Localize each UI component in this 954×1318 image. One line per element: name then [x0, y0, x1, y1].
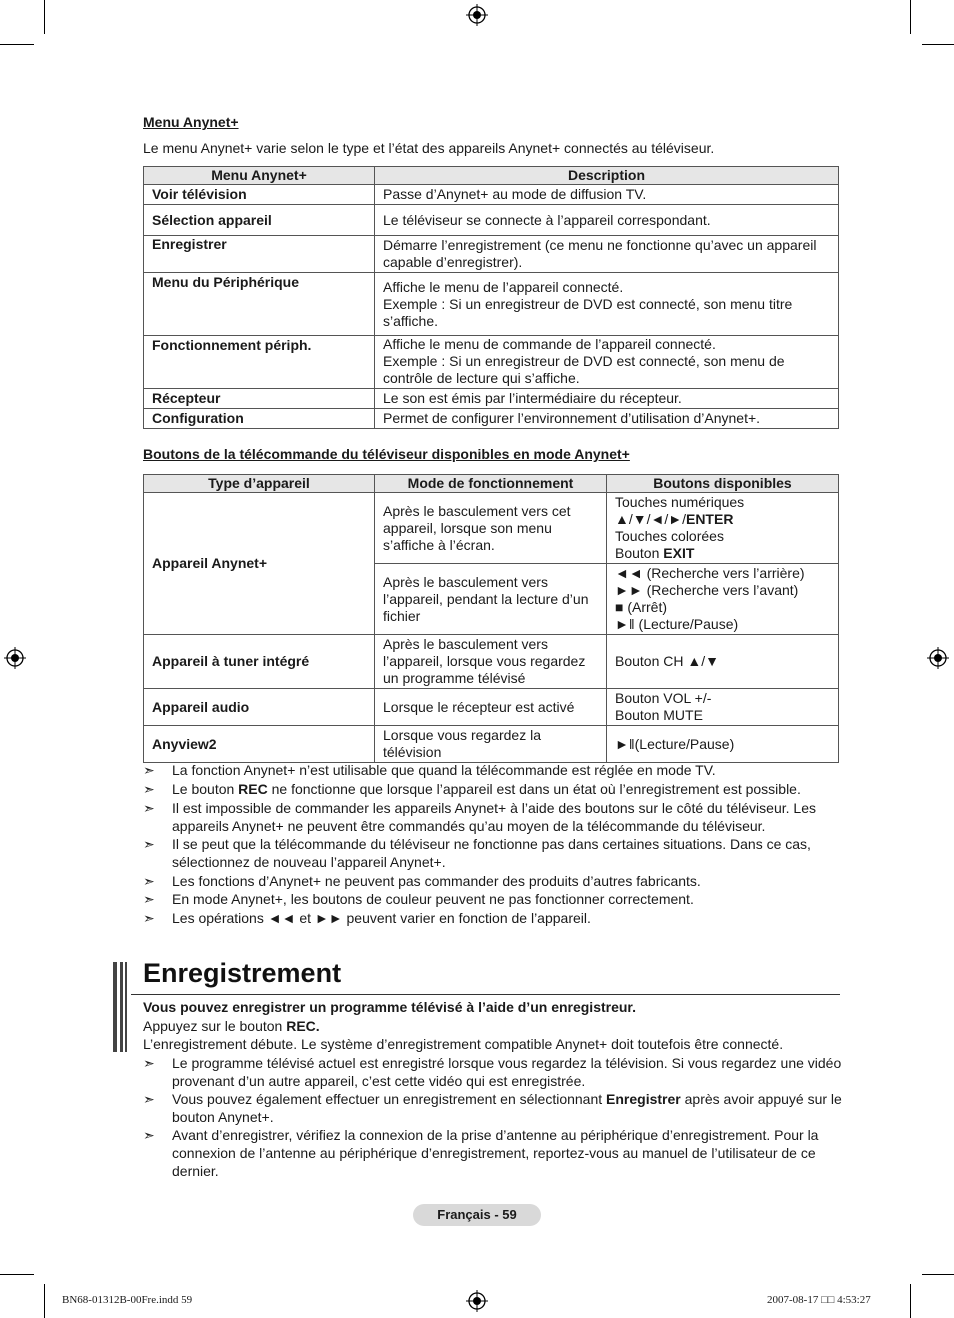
buttons-table-heading: Boutons de la télécommande du téléviseur disponibles en mode Anynet+ — [143, 446, 630, 462]
column-header: Type d’appareil — [144, 475, 375, 493]
note-item — [143, 799, 843, 835]
menu-cell: Configuration — [144, 409, 375, 429]
crop-mark — [922, 44, 954, 45]
press-text: Appuyez sur le bouton — [143, 1018, 287, 1034]
menu-cell: Enregistrer — [144, 236, 375, 273]
crop-mark — [910, 0, 911, 34]
table-row — [144, 205, 839, 236]
table-row — [144, 726, 839, 763]
note-item — [143, 761, 843, 779]
note-text: Avant d’enregistrer, vérifiez la connexion de la prise d’antenne au périphérique d’enregistrement. Pour la connexion de l’antenne au périphérique d’enregistrement, reportez-vous au manuel de l’utilisateur de ce dernier. — [172, 1127, 819, 1179]
buttons-cell: ►‖(Lecture/Pause) — [607, 726, 839, 763]
button-line: Touches colorées — [615, 528, 724, 544]
note-item — [143, 835, 843, 871]
note-arrow-icon: ➣ — [143, 910, 155, 926]
desc-cell: Permet de configurer l’environnement d’utilisation d’Anynet+. — [375, 409, 839, 429]
button-line: ►► (Recherche vers l’avant) — [615, 582, 799, 598]
note-arrow-icon: ➣ — [143, 762, 155, 778]
note-arrow-icon: ➣ — [143, 836, 155, 852]
button-line — [615, 545, 830, 562]
menu-cell: Récepteur — [144, 389, 375, 409]
section-bar — [120, 962, 123, 1052]
enter-key: ENTER — [685, 511, 734, 527]
enregistrer-key: Enregistrer — [606, 1091, 681, 1107]
note-item — [143, 1126, 843, 1180]
mode-cell: Après le basculement vers l’appareil, pendant la lecture d’un fichier — [375, 564, 607, 635]
button-line: Bouton VOL +/- — [615, 690, 712, 706]
note-text: Les fonctions d’Anynet+ ne peuvent pas commander des produits d’autres fabricants. — [172, 873, 701, 889]
button-line: ■ (Arrêt) — [615, 599, 668, 615]
note-item — [143, 1090, 843, 1126]
device-type-cell: Appareil à tuner intégré — [144, 635, 375, 689]
buttons-cell — [607, 689, 839, 726]
device-type-cell: Appareil audio — [144, 689, 375, 726]
table-row — [144, 493, 839, 564]
button-line: ◄◄ (Recherche vers l’arrière) — [615, 565, 805, 581]
column-header: Menu Anynet+ — [144, 167, 375, 185]
mode-cell: Après le basculement vers l’appareil, lorsque vous regardez un programme télévisé — [375, 635, 607, 689]
crop-mark — [922, 1274, 954, 1275]
table-row — [144, 336, 839, 389]
button-line: Touches numériques — [615, 494, 745, 510]
note-text: Il est impossible de commander les appareils Anynet+ à l’aide des boutons sur le côté du téléviseur. Les appareils Anynet+ ne peuvent être commandés qu’au moyen de la télécommande du téléviseur. — [172, 800, 816, 834]
registration-mark-icon — [927, 647, 949, 669]
menu-cell: Voir télévision — [144, 185, 375, 205]
registration-mark-icon — [466, 1290, 488, 1312]
table-row — [144, 236, 839, 273]
button-line — [615, 511, 830, 528]
anynet-menu-intro: Le menu Anynet+ varie selon le type et l’état des appareils Anynet+ connectés au téléviseur. — [143, 140, 715, 156]
crop-mark — [0, 44, 34, 45]
desc-cell: Passe d’Anynet+ au mode de diffusion TV. — [375, 185, 839, 205]
recording-lead: Vous pouvez enregistrer un programme télévisé à l’aide d’un enregistreur. — [143, 999, 637, 1015]
note-arrow-icon: ➣ — [143, 873, 155, 889]
print-footer-left: BN68-01312B-00Fre.indd 59 — [62, 1294, 193, 1306]
note-item — [143, 1054, 843, 1090]
desc-cell: Démarre l’enregistrement (ce menu ne fonctionne qu’avec un appareil capable d’enregistrer). — [375, 236, 839, 273]
note-text: Il se peut que la télécommande du téléviseur ne fonctionne pas dans certaines situations. Dans ce cas, sélectionnez de nouveau l’appareil Anynet+. — [172, 836, 811, 870]
table-row — [144, 185, 839, 205]
note-text — [172, 1090, 843, 1126]
table-header-row — [144, 475, 839, 493]
crop-mark — [910, 1284, 911, 1318]
note-arrow-icon: ➣ — [143, 1091, 155, 1107]
mode-cell: Après le basculement vers cet appareil, lorsque son menu s’affiche à l’écran. — [375, 493, 607, 564]
table-row — [144, 689, 839, 726]
note-arrow-icon: ➣ — [143, 1055, 155, 1071]
recording-start: L’enregistrement débute. Le système d’enregistrement compatible Anynet+ doit toutefois être connecté. — [143, 1036, 784, 1052]
note-arrow-icon: ➣ — [143, 1127, 155, 1143]
note-arrow-icon: ➣ — [143, 800, 155, 816]
note-text-part: après avoir appuyé sur le bouton Anynet+. — [172, 1091, 842, 1125]
device-type-cell: Anyview2 — [144, 726, 375, 763]
note-text: Les opérations ◄◄ et ►► peuvent varier en fonction de l’appareil. — [172, 910, 591, 926]
button-line: Bouton MUTE — [615, 707, 703, 723]
title-rule — [131, 994, 840, 995]
note-arrow-icon: ➣ — [143, 781, 155, 797]
menu-cell: Menu du Périphérique — [144, 273, 375, 336]
note-text: En mode Anynet+, les boutons de couleur peuvent ne pas fonctionner correctement. — [172, 891, 694, 907]
exit-key: EXIT — [663, 545, 695, 561]
section-bar — [113, 962, 117, 1052]
buttons-cell — [607, 493, 839, 564]
menu-cell: Sélection appareil — [144, 205, 375, 236]
buttons-cell — [607, 564, 839, 635]
menu-cell: Fonctionnement périph. — [144, 336, 375, 389]
note-text-part: Le bouton — [172, 781, 239, 797]
note-text: La fonction Anynet+ n’est utilisable que quand la télécommande est réglée en mode TV. — [172, 762, 716, 778]
note-text: Le programme télévisé actuel est enregistré lorsque vous regardez la télévision. Si vous regardez une vidéo provenant d’un autre appareil, c’est cette vidéo qui est enregistrée. — [172, 1055, 842, 1089]
desc-cell: Le téléviseur se connecte à l’appareil correspondant. — [375, 205, 839, 236]
anynet-menu-heading: Menu Anynet+ — [143, 114, 239, 130]
note-text-part: Vous pouvez également effectuer un enregistrement en sélectionnant — [172, 1091, 607, 1107]
table-row — [144, 635, 839, 689]
desc-cell: Le son est émis par l’intermédiaire du récepteur. — [375, 389, 839, 409]
crop-mark — [44, 0, 45, 34]
rec-key: REC. — [286, 1018, 320, 1034]
crop-mark — [44, 1284, 45, 1318]
page-number-badge: Français - 59 — [413, 1204, 541, 1226]
buttons-cell: Bouton CH ▲/▼ — [607, 635, 839, 689]
recording-press — [143, 1018, 320, 1034]
device-type-cell: Appareil Anynet+ — [144, 493, 375, 635]
note-item — [143, 780, 843, 798]
rec-key: REC — [238, 781, 268, 797]
buttons-table — [143, 474, 839, 763]
note-item — [143, 872, 843, 890]
desc-cell: Affiche le menu de commande de l’appareil connecté. Exemple : Si un enregistreur de DVD est connecté, son menu de contrôle de lecture qui s’affiche. — [375, 336, 839, 389]
button-line: ►‖ (Lecture/Pause) — [615, 616, 739, 632]
table-row — [144, 389, 839, 409]
column-header: Boutons disponibles — [607, 475, 839, 493]
mode-cell: Lorsque le récepteur est activé — [375, 689, 607, 726]
column-header: Description — [375, 167, 839, 185]
note-arrow-icon: ➣ — [143, 891, 155, 907]
registration-mark-icon — [466, 4, 488, 26]
arrow-keys: ▲/▼/◄/►/ — [615, 511, 686, 527]
note-item — [143, 909, 843, 927]
print-footer-right: 2007-08-17 □□ 4:53:27 — [767, 1294, 871, 1306]
desc-cell: Affiche le menu de l’appareil connecté. Exemple : Si un enregistreur de DVD est connecté, son menu titre s’affiche. — [375, 273, 839, 336]
anynet-menu-table — [143, 166, 839, 429]
column-header: Mode de fonctionnement — [375, 475, 607, 493]
crop-mark — [0, 1274, 34, 1275]
mode-cell: Lorsque vous regardez la télévision — [375, 726, 607, 763]
table-header-row — [144, 167, 839, 185]
note-text — [172, 780, 843, 798]
exit-prefix: Bouton — [615, 545, 664, 561]
note-item — [143, 890, 843, 908]
section-bar — [125, 962, 127, 1052]
table-row — [144, 409, 839, 429]
table-row — [144, 273, 839, 336]
registration-mark-icon — [4, 647, 26, 669]
section-title: Enregistrement — [143, 958, 342, 988]
note-text-part: ne fonctionne que lorsque l’appareil est dans un état où l’enregistrement est possible. — [267, 781, 801, 797]
